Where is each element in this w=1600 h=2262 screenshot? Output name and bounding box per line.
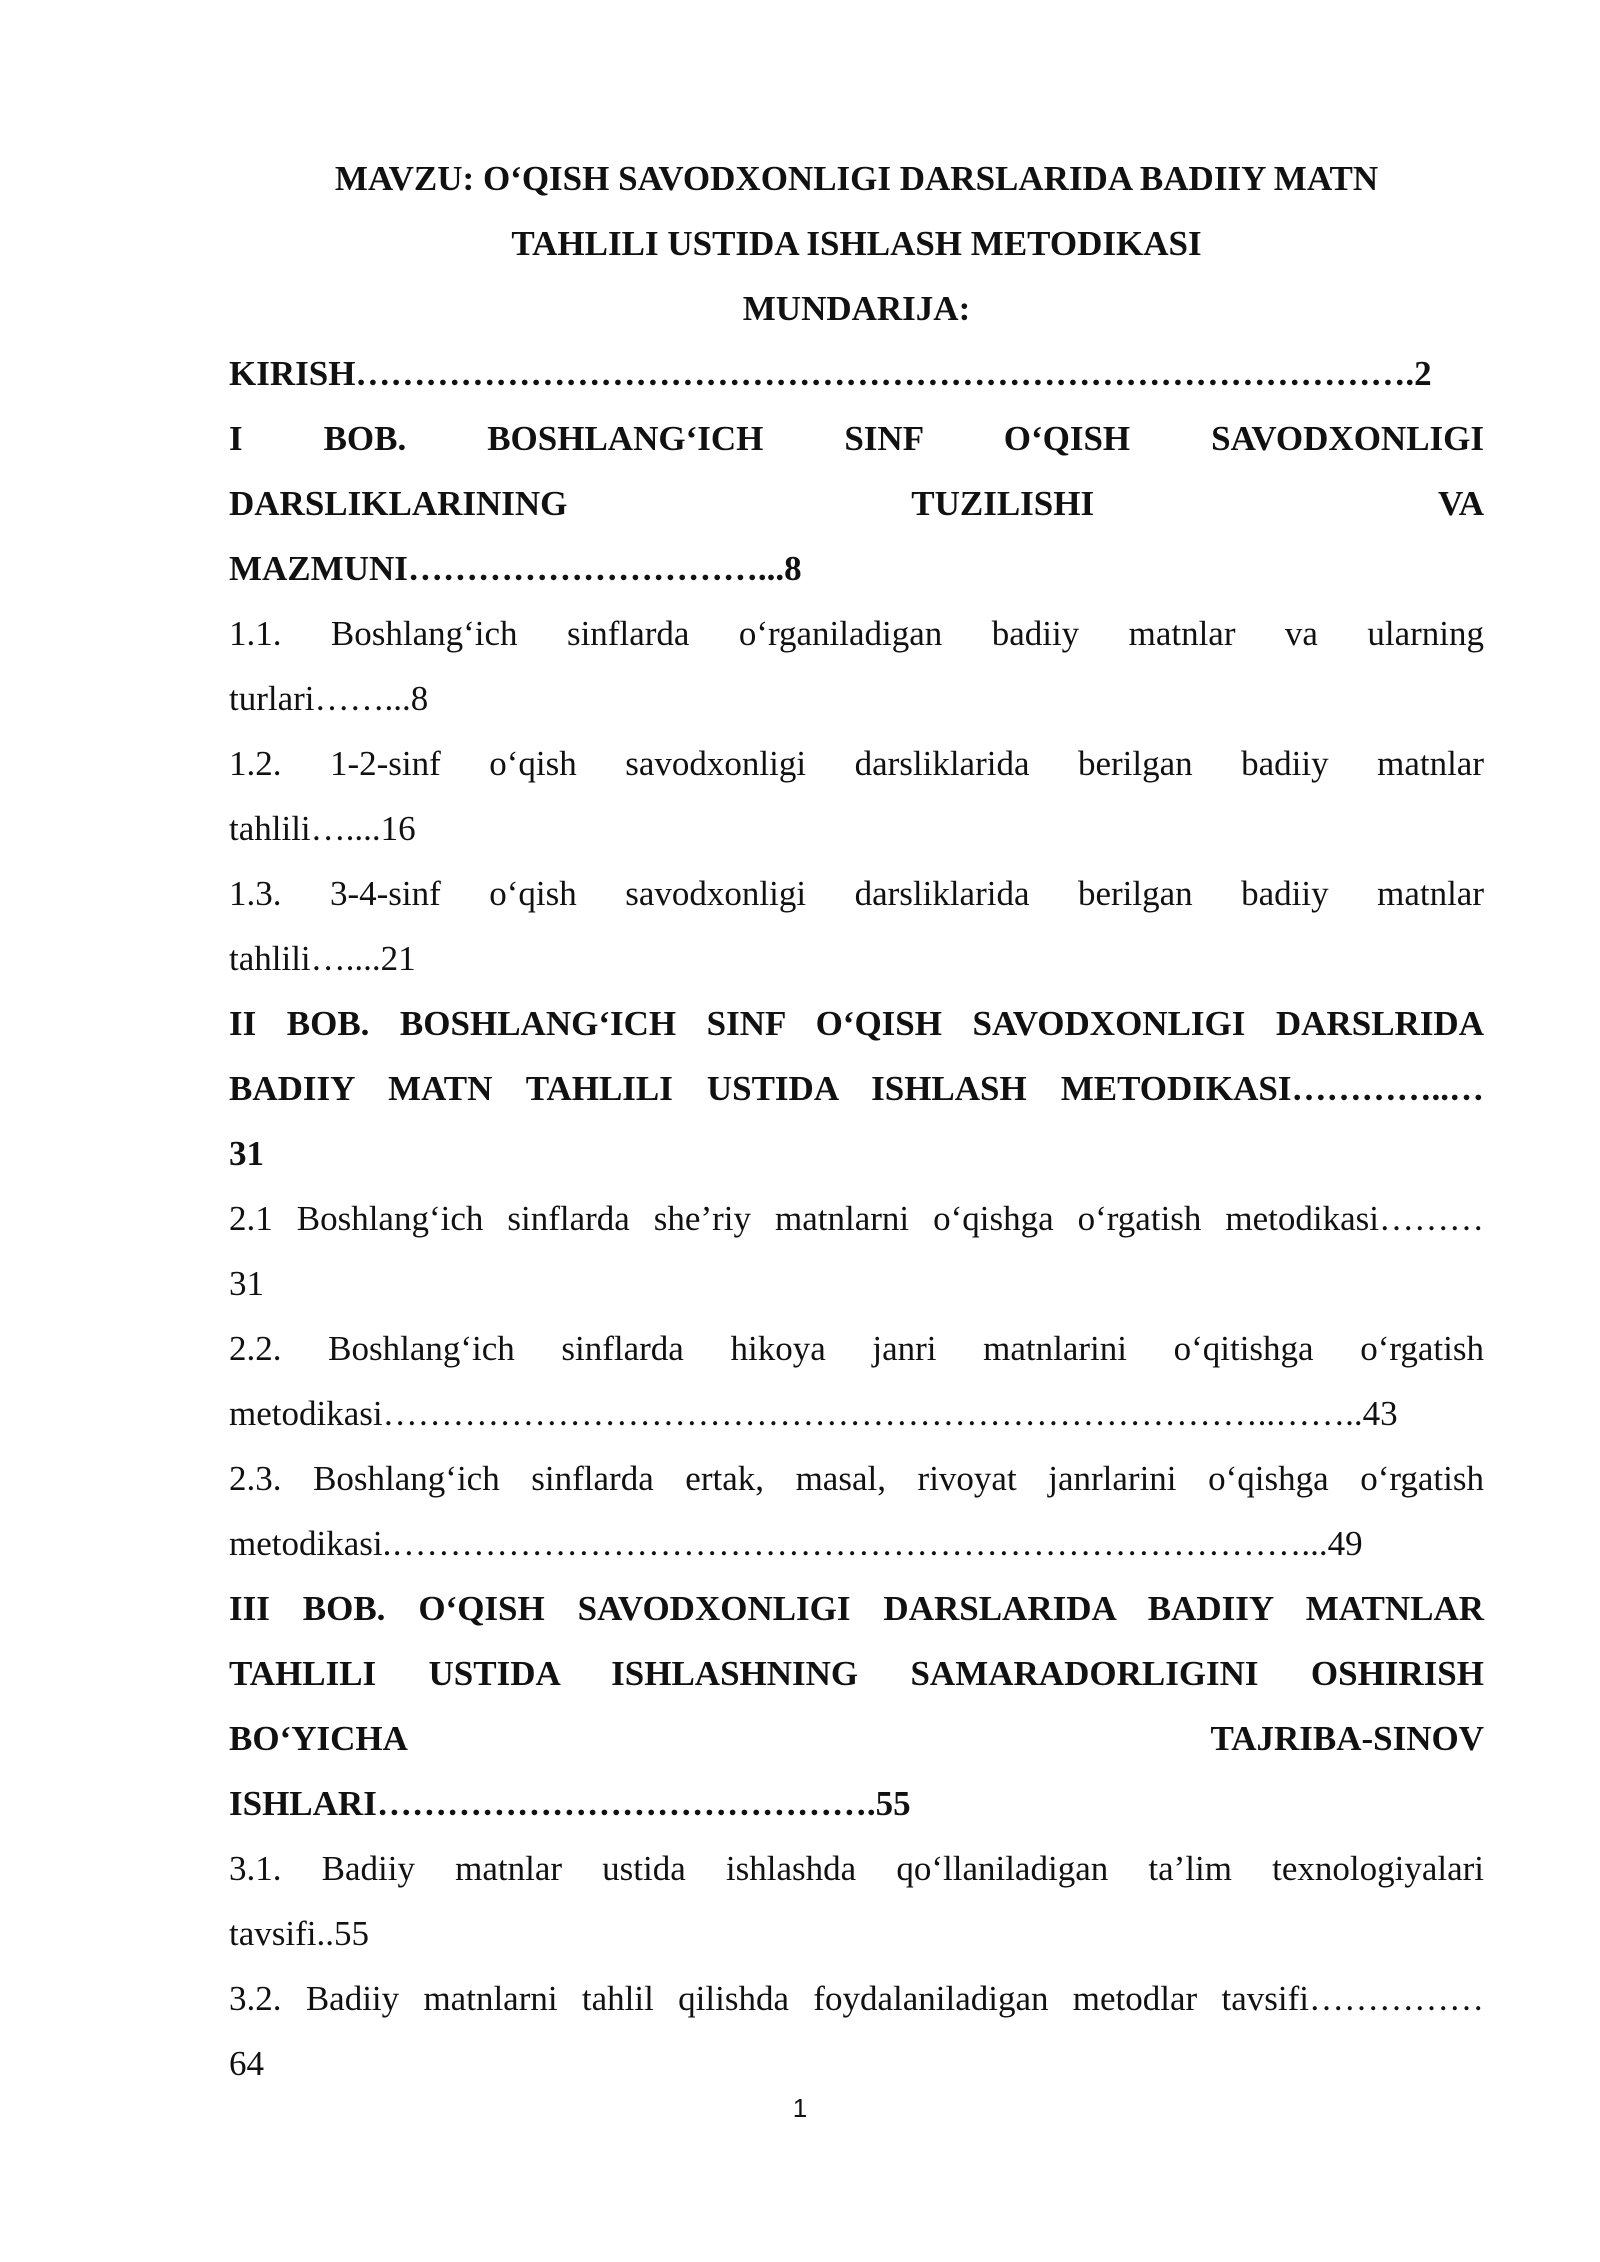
contents-heading: MUNDARIJA:	[742, 289, 971, 328]
toc-line: tahlili…....16	[229, 809, 416, 848]
toc-line: 2.3. Boshlang‘ich sinflarda ertak, masal, rivoyat janrlarini o‘qishga o‘rgatish	[229, 1459, 1484, 1498]
toc-line: 31	[229, 1134, 264, 1173]
toc-line: MAZMUNI…………………………...8	[229, 549, 802, 588]
document-title-line-2: TAHLILI USTIDA ISHLASH METODIKASI	[511, 224, 1202, 263]
document-title-line-1: MAVZU: O‘QISH SAVODXONLIGI DARSLARIDA BADIIY MATN	[334, 159, 1379, 198]
toc-line: 3.1. Badiiy matnlar ustida ishlashda qo‘llaniladigan ta’lim texnologiyalari	[229, 1849, 1484, 1888]
toc-line: BO‘YICHA TAJRIBA-SINOV	[229, 1719, 1484, 1758]
toc-line: turlari……...8	[229, 679, 429, 718]
page-number: 1	[792, 2093, 808, 2123]
toc-line: ISHLARI…………………………………….55	[229, 1784, 911, 1823]
toc-line: TAHLILI USTIDA ISHLASHNING SAMARADORLIGINI OSHIRISH	[229, 1654, 1484, 1693]
toc-line: KIRISH……………………………………………………………………………….2	[229, 354, 1432, 393]
toc-line: 64	[229, 2044, 264, 2083]
toc-line: 2.1 Boshlang‘ich sinflarda she’riy matnlarni o‘qishga o‘rgatish metodikasi………	[229, 1199, 1484, 1238]
toc-line: DARSLIKLARINING TUZILISHI VA	[229, 484, 1484, 523]
toc-line: tavsifi..55	[229, 1914, 369, 1953]
toc-line: I BOB. BOSHLANG‘ICH SINF O‘QISH SAVODXONLIGI	[229, 419, 1484, 458]
table-of-contents	[229, 341, 1484, 2096]
toc-line: metodikasi.……………………………………………………………………...49	[229, 1524, 1363, 1563]
toc-line: 1.1. Boshlang‘ich sinflarda o‘rganiladigan badiiy matnlar va ularning	[229, 614, 1484, 653]
toc-line: II BOB. BOSHLANG‘ICH SINF O‘QISH SAVODXONLIGI DARSLRIDA	[229, 1004, 1484, 1043]
toc-line: tahlili…....21	[229, 939, 416, 978]
toc-line: 3.2. Badiiy matnlarni tahlil qilishda foydalaniladigan metodlar tavsifi……………	[229, 1979, 1484, 2018]
toc-line: 1.2. 1-2-sinf o‘qish savodxonligi darsliklarida berilgan badiiy matnlar	[229, 744, 1484, 783]
toc-line: BADIIY MATN TAHLILI USTIDA ISHLASH METODIKASI…………..…	[229, 1069, 1484, 1108]
toc-line: 2.2. Boshlang‘ich sinflarda hikoya janri matnlarini o‘qitishga o‘rgatish	[229, 1329, 1484, 1368]
toc-line: III BOB. O‘QISH SAVODXONLIGI DARSLARIDA BADIIY MATNLAR	[229, 1589, 1484, 1628]
document-page	[229, 146, 1484, 2096]
toc-line: 31	[229, 1264, 264, 1303]
toc-line: metodikasi…………………………………………………………………..……..43	[229, 1394, 1398, 1433]
toc-line: 1.3. 3-4-sinf o‘qish savodxonligi darsliklarida berilgan badiiy matnlar	[229, 874, 1484, 913]
